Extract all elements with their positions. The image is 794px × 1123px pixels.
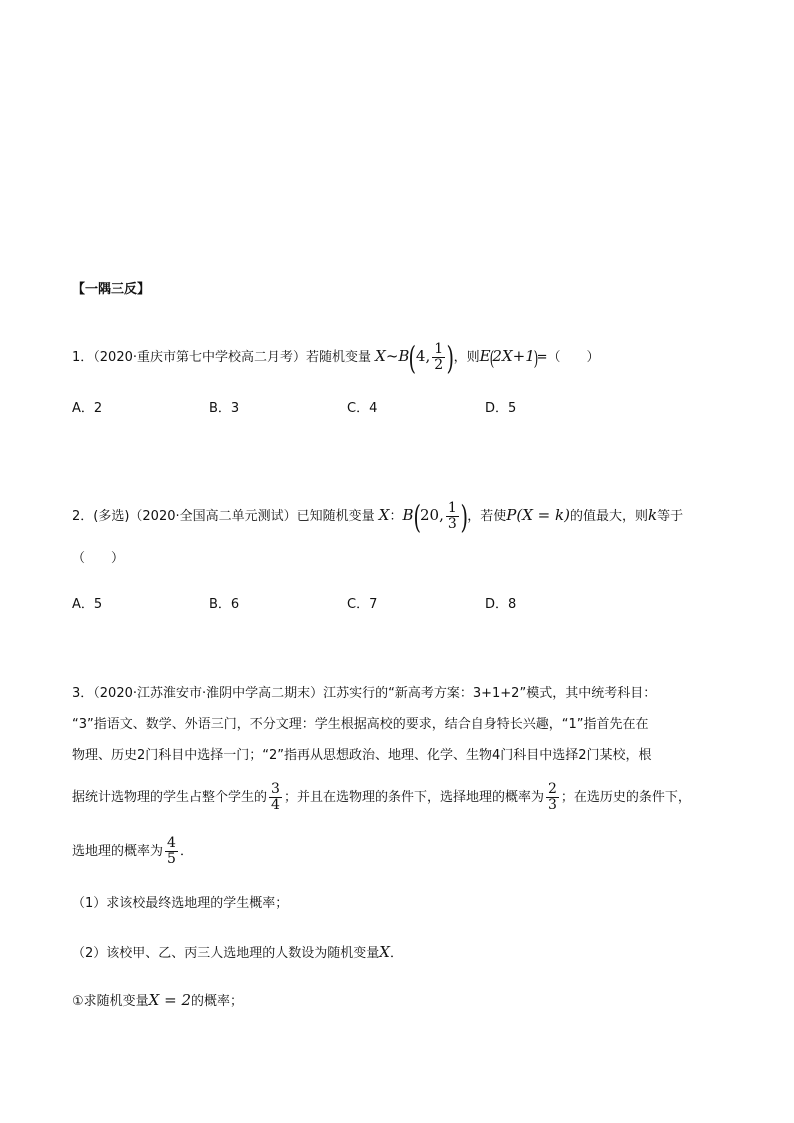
q2-n: 20,: [420, 506, 444, 524]
q3-line-3: 物理、历史2门科目中选择一门；“2”指再从思想政治、地理、化学、生物4门科目中选择2门某校，根: [72, 748, 652, 763]
q3-line-5: 选地理的概率为 $\frac{4}{5}$ ．: [72, 835, 193, 867]
q1-var-x: X: [375, 347, 386, 365]
q2-P: P(X = k): [506, 506, 570, 524]
q2-prefix: 2．(多选)（2020·全国高二单元测试）已知随机变量: [72, 509, 375, 524]
q1-option-a: A．2: [72, 401, 103, 416]
q3-sub-3: ①求随机变量X = 2的概率；: [72, 991, 243, 1009]
q3-fraction-3-4: $\frac{3}{4}$: [271, 781, 280, 813]
q3-fraction-2-3: $\frac{2}{3}$: [547, 781, 557, 813]
question-1-stem: 1．（2020·重庆市第七中学校高二月考）若随机变量 X~B(4, $\frac{1}{2}$ )，则E(2X+1)=（ ）: [72, 338, 600, 377]
q2-B: B: [402, 506, 414, 524]
q3-fraction-4-5: $\frac{4}{5}$: [167, 835, 176, 867]
q2-option-c: C．7: [347, 597, 378, 612]
q2-option-a: A．5: [72, 597, 103, 612]
section-title: 【一隅三反】: [72, 282, 151, 297]
q3-line-4: 据统计选物理的学生占整个学生的 $\frac{3}{4}$ ；并且在选物理的条件下，选择地理的概率为 $\frac{2}{3}$ ；在选历史的条件下，: [72, 781, 691, 813]
q3-line-1: 3．（2020·江苏淮安市·淮阴中学高二期末）江苏实行的“新高考方案：3+1+2”模式，其中统考科目：: [72, 686, 657, 701]
q2-k: k: [647, 506, 658, 524]
q1-tail: =（ ）: [536, 350, 600, 365]
q2-tail2: 等于: [657, 509, 684, 524]
q1-fraction: $\frac{1}{2}$: [434, 341, 444, 373]
q2-option-b: B．6: [209, 597, 240, 612]
q1-mid: ，则: [453, 350, 480, 365]
q1-expr: 2X+1: [492, 347, 535, 365]
q2-option-d: D．8: [485, 597, 517, 612]
q1-E: E: [479, 347, 491, 365]
q2-mid: ，若使: [467, 509, 507, 524]
q2-var-x: X: [378, 506, 390, 524]
q2-fraction: $\frac{1}{3}$: [447, 500, 457, 532]
q1-option-d: D．5: [485, 401, 517, 416]
q3-line-2: “3”指语文、数学、外语三门，不分文理：学生根据高校的要求，结合自身特长兴趣，“1”指首先在在: [72, 717, 649, 732]
q3-sub-2: （2）该校甲、乙、丙三人选地理的人数设为随机变量X．: [72, 943, 403, 961]
q3-sub-1: （1）求该校最终选地理的学生概率；: [72, 896, 289, 911]
q1-n: 4,: [415, 347, 431, 365]
q2-tail1: 的值最大，则: [569, 509, 648, 524]
q2-colon: ：: [389, 509, 403, 524]
q2-answer-paren: （ ）: [72, 551, 125, 566]
q1-B: B: [398, 347, 410, 365]
q1-prefix: 1．（2020·重庆市第七中学校高二月考）若随机变量: [72, 350, 371, 365]
q1-sim: ~: [385, 347, 399, 365]
q1-option-b: B．3: [209, 401, 240, 416]
q1-option-c: C．4: [347, 401, 378, 416]
question-2-stem: 2．(多选)（2020·全国高二单元测试）已知随机变量 X：B(20, $\frac{1}{3}$ )，若使P(X = k)的值最大，则k等于: [72, 497, 684, 536]
